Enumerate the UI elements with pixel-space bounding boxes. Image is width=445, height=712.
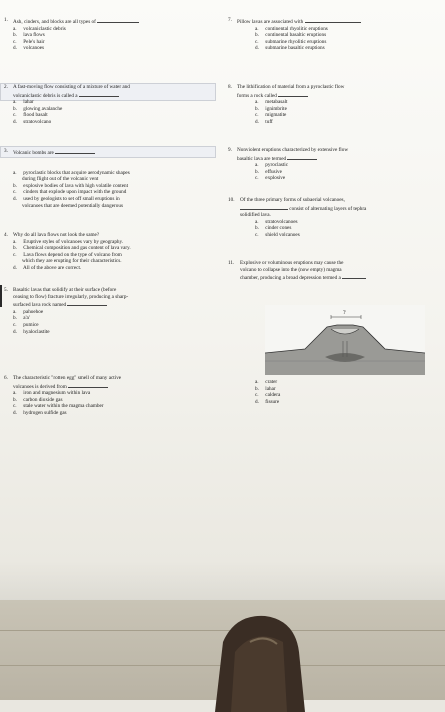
option-d: d. used by geologists to set off small eruptions in volcanoes that are deemed potentially dangerous — [13, 195, 123, 209]
option-b: b. effusive — [255, 168, 282, 175]
question-text: Of the three primary forms of subaerial volcanoes, consist of alternating layers of tephra solidified lava. — [240, 197, 367, 219]
option-a: a. iron and magnesium within lava — [13, 390, 91, 397]
question-number: 7. — [228, 17, 232, 23]
question-text: Ash, cinders, and blocks are all types of — [13, 19, 96, 25]
question-number: 1. — [4, 17, 8, 23]
diagram-question-mark: ? — [343, 310, 346, 316]
option-b: b. glowing avalanche — [13, 105, 63, 112]
option-d: d. volcanoes — [13, 45, 45, 52]
question-2 — [4, 84, 214, 126]
option-c: c. explosive — [255, 175, 286, 182]
question-9 — [228, 147, 444, 182]
option-b: b. lahar — [255, 385, 276, 392]
question-number: 9. — [228, 147, 232, 153]
question-number: 4. — [4, 232, 8, 238]
question-number: 3. — [4, 148, 8, 154]
option-c: c. stale water within the magma chamber — [13, 403, 104, 410]
question-text: Explosive or voluminous eruptions may cause the volcano to collapse into the (now empty) magma chamber, producing a broad depression termed a — [240, 260, 444, 282]
page-edge-mark — [0, 285, 2, 307]
option-a: a. Eruptive styles of volcanoes vary by geography. — [13, 238, 124, 245]
question-7 — [228, 17, 444, 52]
option-a: a. lahar — [13, 99, 34, 106]
option-d: d. hydrogen sulfide gas — [13, 409, 67, 416]
shoe-photo — [195, 612, 315, 712]
option-a: a. stratovolcanoes — [255, 218, 298, 225]
option-d: d. fissure — [255, 398, 280, 405]
question-6 — [4, 375, 214, 417]
option-b: b. cinder cones — [255, 225, 292, 232]
option-a: a. metabasalt — [255, 99, 288, 106]
option-b: b. continental basaltic eruptions — [255, 32, 327, 39]
option-b: b. lava flows — [13, 32, 45, 39]
question-number: 6. — [4, 375, 8, 381]
question-number: 10. — [228, 197, 235, 203]
option-c: c. migmatite — [255, 112, 287, 119]
question-1 — [4, 17, 214, 52]
volcano-cross-section-diagram — [265, 305, 425, 375]
option-a: a. pyroclastic blocks that acquire aerodynamic shapes during flight out of the volcanic vent — [13, 169, 130, 183]
option-a: a. crater — [255, 379, 278, 385]
option-a: a. pahoehoe — [13, 308, 44, 315]
option-b: b. explosive bodies of lava with high volatile content — [13, 182, 129, 189]
option-c: c. Pele's hair — [13, 38, 45, 45]
option-d: d. submarine basaltic eruptions — [255, 45, 325, 52]
question-text: Volcanic bombs are — [13, 150, 54, 156]
question-number: 2. — [4, 84, 8, 90]
option-b: b. carbon dioxide gas — [13, 396, 63, 403]
option-d: d. All of the above are correct. — [13, 264, 82, 271]
option-a: a. continental rhyolitic eruptions — [255, 25, 328, 32]
question-number: 8. — [228, 84, 232, 90]
option-b: b. ignimbrite — [255, 105, 287, 112]
answer-blank — [97, 17, 139, 23]
question-11 — [228, 260, 444, 282]
question-text: The lithification of material from a pyroclastic flow forms a rock called — [237, 84, 345, 99]
option-c: c. pumice — [13, 321, 39, 328]
question-8 — [228, 84, 444, 126]
option-d: d. hyaloclastite — [13, 328, 50, 335]
question-11-options — [228, 379, 444, 405]
option-c: c. caldera — [255, 392, 281, 399]
question-text: Basaltic lavas that solidify at their surface (before ceasing to flow) fracture irregularly, producing a sharp- surfaced lava rock named — [13, 287, 129, 309]
question-number: 5. — [4, 287, 8, 293]
option-c: c. Lava flows depend on the type of volcano from which they are erupting for their characteristics. — [13, 251, 122, 265]
option-c: c. cinders that explode upon impact with the ground — [13, 189, 127, 196]
option-b: b. a'a' — [13, 315, 30, 322]
option-b: b. Chemical composition and gas content of lava vary. — [13, 245, 131, 252]
option-a: a. volcaniclastic debris — [13, 25, 66, 32]
option-d: d. stratovolcano — [13, 118, 52, 125]
question-text: Pillow lavas are associated with — [237, 19, 304, 25]
question-text: A fast-moving flow consisting of a mixture of water and volcaniclastic debris is called a — [13, 84, 130, 99]
question-4 — [4, 232, 214, 272]
question-number: 11. — [228, 260, 235, 266]
option-c: c. shield volcanoes — [255, 231, 300, 238]
option-d: d. tuff — [255, 118, 273, 125]
option-c: c. submarine rhyolitic eruptions — [255, 38, 327, 45]
option-c: c. flood basalt — [13, 112, 48, 119]
question-text: The characteristic "rotten egg" smell of many active volcanoes is derived from — [13, 375, 122, 390]
question-5 — [4, 287, 214, 335]
question-text: Why do all lava flows not look the same? — [13, 232, 100, 238]
question-10 — [228, 197, 444, 239]
option-a: a. pyroclastic — [255, 162, 289, 169]
question-3 — [4, 148, 214, 209]
question-text: Nonviolent eruptions characterized by extensive flow basaltic lava are termed — [237, 147, 349, 162]
